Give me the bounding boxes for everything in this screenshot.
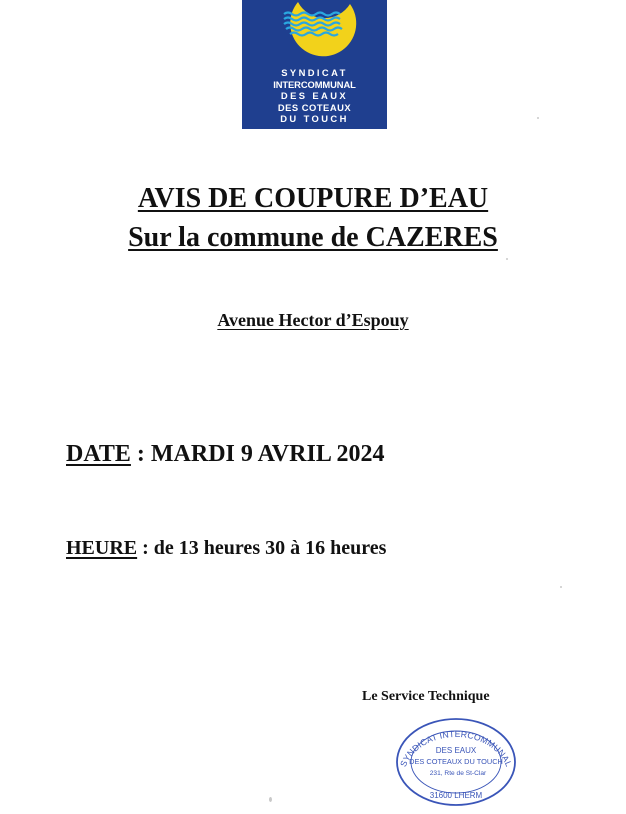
logo-line: DES COTEAUX (277, 101, 352, 113)
scan-speck (560, 586, 562, 588)
notice-title: AVIS DE COUPURE D’EAU (137, 183, 489, 214)
service-signature: Le Service Technique (362, 689, 490, 704)
stamp-line: DES EAUX (435, 746, 477, 755)
logo-line: DU TOUCH (280, 113, 349, 125)
logo-line: SYNDICAT (281, 67, 348, 78)
stamp-line: 31600 LHERM (429, 791, 483, 800)
notice-subtitle: Sur la commune de CAZERES (128, 222, 498, 253)
date-line (66, 441, 385, 468)
date-separator: : (130, 441, 151, 467)
logo-text (242, 67, 387, 125)
stamp-line: DES COTEAUX DU TOUCH (409, 757, 503, 766)
time-line (66, 537, 386, 560)
time-value: de 13 heures 30 à 16 heures (153, 537, 387, 559)
stamp-line: 231, Rte de St-Clar (429, 770, 487, 777)
scan-speck (269, 797, 272, 802)
water-crescent-icon (242, 0, 387, 70)
logo-line: INTERCOMMUNAL (273, 78, 356, 90)
syndicat-logo (242, 0, 387, 129)
official-stamp (394, 716, 518, 808)
stamp-arc-text: SYNDICAT INTERCOMMUNAL (398, 728, 514, 769)
scan-speck (506, 258, 508, 260)
time-label: HEURE (66, 537, 138, 559)
time-separator: : (137, 537, 154, 559)
street-name: Avenue Hector d’Espouy (217, 310, 409, 330)
date-value: MARDI 9 AVRIL 2024 (150, 441, 385, 467)
date-label: DATE (66, 441, 131, 467)
logo-line: DES EAUX (280, 90, 349, 102)
scan-speck (537, 117, 539, 119)
